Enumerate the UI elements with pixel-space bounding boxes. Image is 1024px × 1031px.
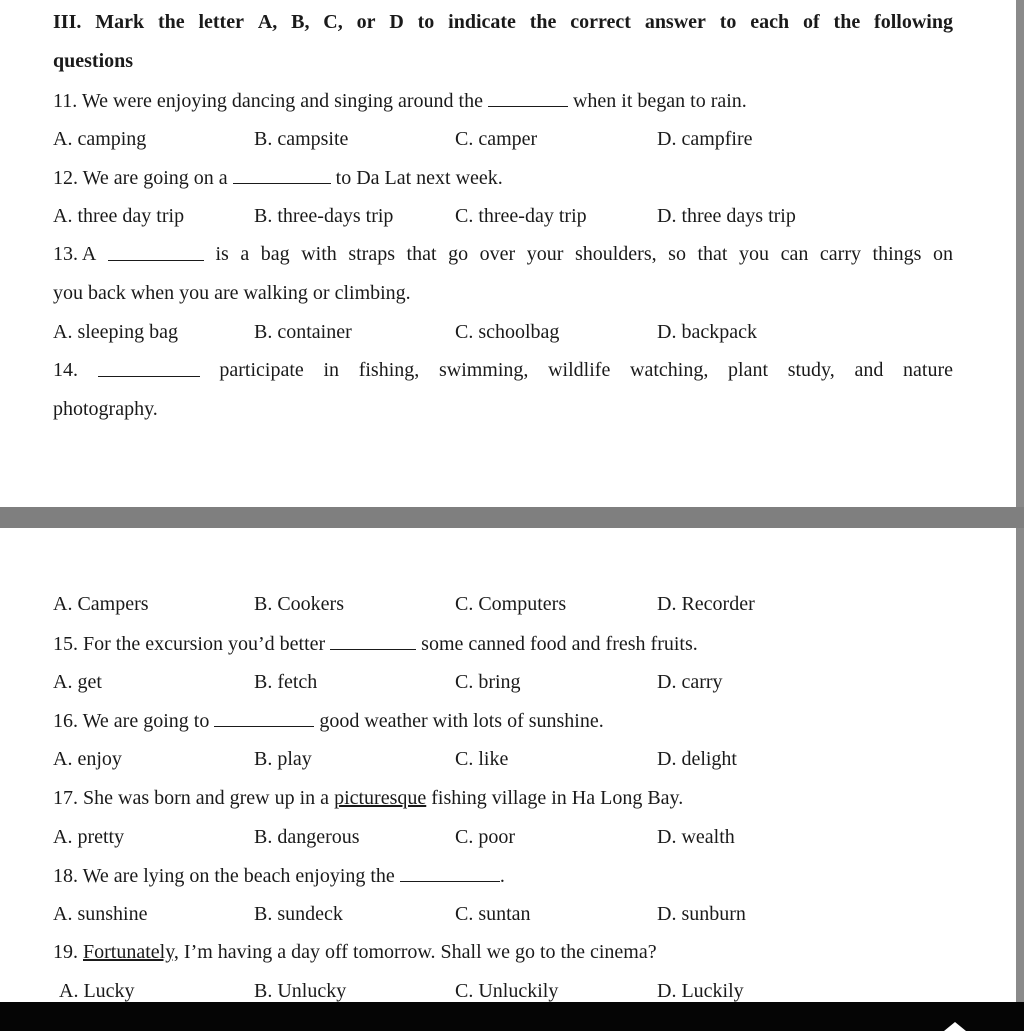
options-11 bbox=[53, 127, 1013, 151]
option-c[interactable]: C. camper bbox=[455, 128, 538, 150]
option-a[interactable]: A. pretty bbox=[53, 826, 125, 848]
option-b[interactable]: B. Cookers bbox=[254, 593, 344, 615]
options-16 bbox=[53, 747, 1013, 771]
question-15: 15. For the excursion you’d better some canned food and fresh fruits. bbox=[53, 633, 698, 655]
question-17: 17. She was born and grew up in a picturesque fishing village in Ha Long Bay. bbox=[53, 787, 684, 809]
options-17 bbox=[53, 825, 1013, 849]
option-d[interactable]: D. three days trip bbox=[657, 205, 796, 227]
option-b[interactable]: B. dangerous bbox=[254, 826, 360, 848]
option-a[interactable]: A. sleeping bag bbox=[53, 321, 178, 343]
section-heading-cont: questions bbox=[53, 50, 134, 72]
answer-blank[interactable] bbox=[214, 708, 314, 727]
option-c[interactable]: C. poor bbox=[455, 826, 515, 848]
option-a[interactable]: A. Campers bbox=[53, 593, 149, 615]
question-18: 18. We are lying on the beach enjoying the . bbox=[53, 865, 505, 887]
page-gap-divider bbox=[0, 507, 1024, 528]
question-14-cont: photography. bbox=[53, 398, 158, 420]
option-b[interactable]: B. three-days trip bbox=[254, 205, 394, 227]
option-d[interactable]: D. backpack bbox=[657, 321, 757, 343]
question-13-cont: you back when you are walking or climbing. bbox=[53, 282, 411, 304]
option-d[interactable]: D. carry bbox=[657, 671, 723, 693]
options-12 bbox=[53, 204, 1013, 228]
option-b[interactable]: B. campsite bbox=[254, 128, 349, 150]
question-14: 14. participate in fishing, swimming, wildlife watching, plant study, and nature bbox=[53, 359, 953, 381]
option-b[interactable]: B. sundeck bbox=[254, 903, 343, 925]
options-13 bbox=[53, 320, 1013, 344]
option-c[interactable]: C. Unluckily bbox=[455, 980, 559, 1002]
option-a[interactable]: A. get bbox=[53, 671, 102, 693]
underlined-word: picturesque bbox=[334, 787, 427, 809]
options-19 bbox=[53, 979, 1013, 1003]
option-d[interactable]: D. delight bbox=[657, 748, 737, 770]
option-a[interactable]: A. enjoy bbox=[53, 748, 122, 770]
option-d[interactable]: D. Luckily bbox=[657, 980, 744, 1002]
options-18 bbox=[53, 902, 1013, 926]
option-c[interactable]: C. bring bbox=[455, 671, 521, 693]
underlined-word: Fortunately, bbox=[83, 941, 179, 963]
option-c[interactable]: C. three-day trip bbox=[455, 205, 587, 227]
options-14 bbox=[53, 592, 1013, 616]
option-d[interactable]: D. Recorder bbox=[657, 593, 755, 615]
question-13: 13. A is a bag with straps that go over your shoulders, so that you can carry things on bbox=[53, 243, 953, 265]
section-heading: III. Mark the letter A, B, C, or D to indicate the correct answer to each of the following bbox=[53, 11, 953, 33]
bottom-bar bbox=[0, 1002, 1024, 1031]
answer-blank[interactable] bbox=[233, 165, 331, 184]
question-19: 19. Fortunately, I’m having a day off tomorrow. Shall we go to the cinema? bbox=[53, 941, 657, 963]
question-16: 16. We are going to good weather with lots of sunshine. bbox=[53, 710, 604, 732]
answer-blank[interactable] bbox=[400, 863, 500, 882]
option-a[interactable]: A. camping bbox=[53, 128, 147, 150]
option-a[interactable]: A. Lucky bbox=[59, 980, 135, 1002]
option-b[interactable]: B. fetch bbox=[254, 671, 318, 693]
answer-blank[interactable] bbox=[108, 242, 204, 261]
option-b[interactable]: B. container bbox=[254, 321, 352, 343]
option-a[interactable]: A. sunshine bbox=[53, 903, 148, 925]
option-c[interactable]: C. schoolbag bbox=[455, 321, 560, 343]
option-b[interactable]: B. play bbox=[254, 748, 312, 770]
option-a[interactable]: A. three day trip bbox=[53, 205, 185, 227]
answer-blank[interactable] bbox=[488, 88, 568, 107]
option-d[interactable]: D. campfire bbox=[657, 128, 753, 150]
option-c[interactable]: C. like bbox=[455, 748, 509, 770]
question-11: 11. We were enjoying dancing and singing around the when it began to rain. bbox=[53, 90, 747, 112]
answer-blank[interactable] bbox=[330, 631, 416, 650]
option-b[interactable]: B. Unlucky bbox=[254, 980, 347, 1002]
option-d[interactable]: D. sunburn bbox=[657, 903, 746, 925]
answer-blank[interactable] bbox=[98, 358, 200, 377]
question-12: 12. We are going on a to Da Lat next week. bbox=[53, 167, 503, 189]
options-15 bbox=[53, 670, 1013, 694]
option-d[interactable]: D. wealth bbox=[657, 826, 735, 848]
option-c[interactable]: C. Computers bbox=[455, 593, 567, 615]
page-edge-shadow bbox=[1016, 0, 1024, 1002]
option-c[interactable]: C. suntan bbox=[455, 903, 531, 925]
